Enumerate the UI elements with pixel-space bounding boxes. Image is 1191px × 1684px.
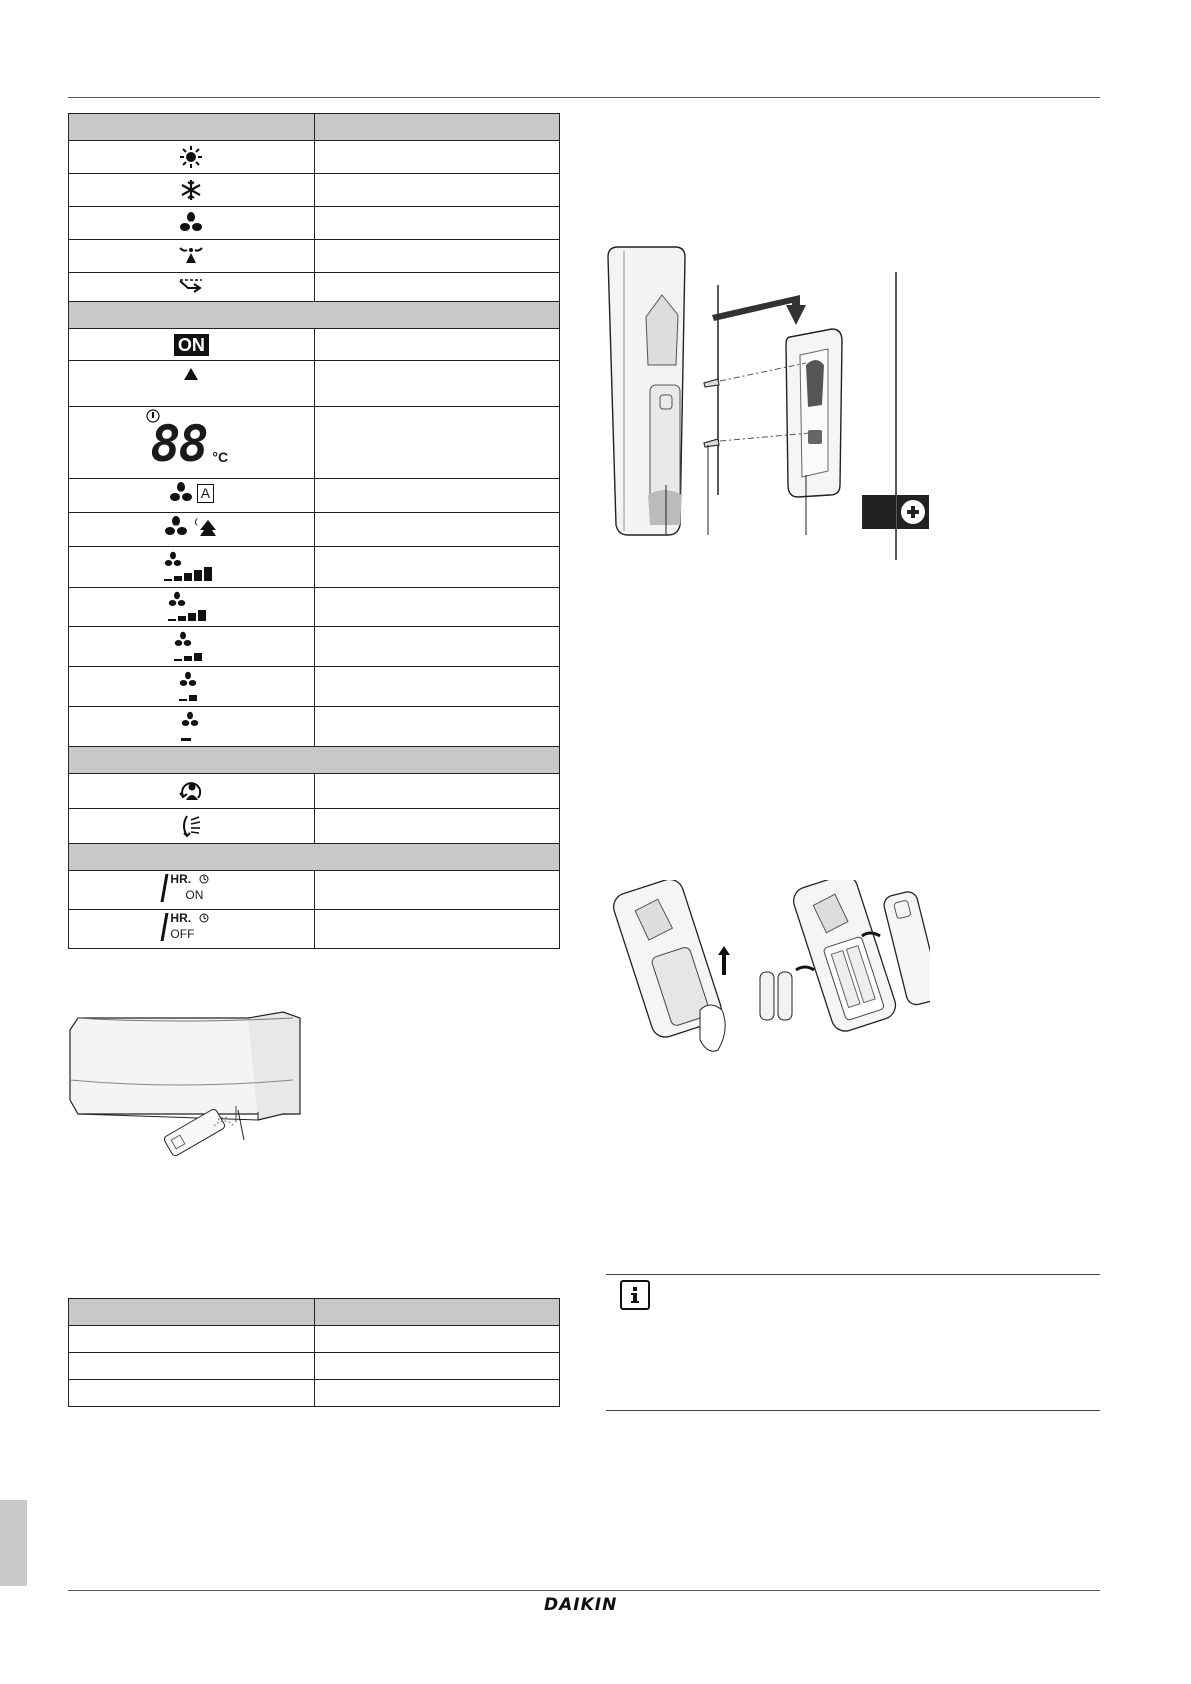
table-header-row bbox=[69, 1299, 560, 1326]
clock-icon bbox=[199, 913, 209, 923]
header-rule bbox=[68, 97, 1100, 98]
timer-hr-label: HR. bbox=[170, 871, 192, 886]
cooling-mode-icon bbox=[179, 178, 203, 202]
auto-mode-icon bbox=[176, 276, 206, 298]
on-indicator-icon: ON bbox=[174, 334, 209, 356]
small-table bbox=[68, 1298, 560, 1407]
fan-auto-letter: A bbox=[197, 484, 214, 503]
table-row bbox=[69, 774, 560, 809]
table-row bbox=[69, 174, 560, 207]
table-row bbox=[69, 479, 560, 513]
heating-mode-icon bbox=[179, 145, 203, 169]
table-row bbox=[69, 329, 560, 361]
table-row bbox=[69, 273, 560, 302]
chapter-tab bbox=[0, 1500, 27, 1586]
comfort-airflow-icon bbox=[178, 778, 204, 804]
temperature-display-icon bbox=[146, 409, 236, 471]
table-row bbox=[69, 627, 560, 667]
table-row bbox=[69, 910, 560, 949]
clock-icon bbox=[199, 874, 209, 884]
fan-speed-3-icon bbox=[174, 631, 208, 663]
fan-auto-icon bbox=[169, 481, 214, 505]
timer-bar bbox=[161, 913, 169, 941]
temperature-unit: °C bbox=[212, 449, 229, 465]
table-row bbox=[69, 1380, 560, 1407]
display-icons-table bbox=[68, 113, 560, 949]
moon-tree-icon bbox=[192, 516, 218, 538]
table-row bbox=[69, 1353, 560, 1380]
battery-replacement-figure bbox=[600, 880, 930, 1060]
table-row bbox=[69, 547, 560, 588]
table-row bbox=[69, 809, 560, 844]
table-row bbox=[69, 361, 560, 407]
daikin-logo: DAIKIN bbox=[544, 1595, 618, 1615]
dry-mode-icon bbox=[177, 245, 205, 267]
fan-speed-4-icon bbox=[168, 591, 214, 623]
fan-speed-5-icon bbox=[164, 551, 218, 583]
timer-off-icon bbox=[161, 911, 221, 943]
timer-on-label: ON bbox=[185, 887, 204, 902]
temperature-digits: 88 bbox=[150, 415, 207, 473]
fan-icon bbox=[164, 515, 188, 539]
fan-quiet-icon bbox=[164, 515, 218, 539]
table-row bbox=[69, 707, 560, 747]
swing-icon bbox=[179, 813, 203, 839]
table-row bbox=[69, 1326, 560, 1353]
note-bottom-rule bbox=[606, 1410, 1100, 1411]
fan-speed-2-icon bbox=[179, 671, 203, 703]
table-section-row bbox=[69, 844, 560, 871]
table-row bbox=[69, 407, 560, 479]
timer-hr-label: HR. bbox=[170, 910, 192, 925]
indoor-unit-figure bbox=[68, 1010, 308, 1175]
table-row bbox=[69, 588, 560, 627]
table-row bbox=[69, 667, 560, 707]
fan-only-mode-icon bbox=[179, 211, 203, 235]
up-arrow-icon bbox=[183, 367, 199, 381]
table-row bbox=[69, 141, 560, 174]
table-row bbox=[69, 513, 560, 547]
fan-speed-1-icon bbox=[181, 711, 201, 743]
info-glyph bbox=[622, 1282, 648, 1308]
timer-off-label: OFF bbox=[170, 926, 195, 941]
note-top-rule bbox=[606, 1274, 1100, 1275]
table-section-row bbox=[69, 747, 560, 774]
table-section-row bbox=[69, 302, 560, 329]
table-row bbox=[69, 207, 560, 240]
fan-icon bbox=[169, 481, 193, 505]
timer-on-icon bbox=[161, 872, 221, 904]
timer-bar bbox=[161, 874, 169, 902]
remote-holder-mounting-figure bbox=[600, 245, 930, 565]
table-row bbox=[69, 240, 560, 273]
table-row bbox=[69, 871, 560, 910]
info-icon bbox=[620, 1280, 650, 1310]
table-header-row bbox=[69, 114, 560, 141]
footer-rule bbox=[68, 1590, 1100, 1591]
